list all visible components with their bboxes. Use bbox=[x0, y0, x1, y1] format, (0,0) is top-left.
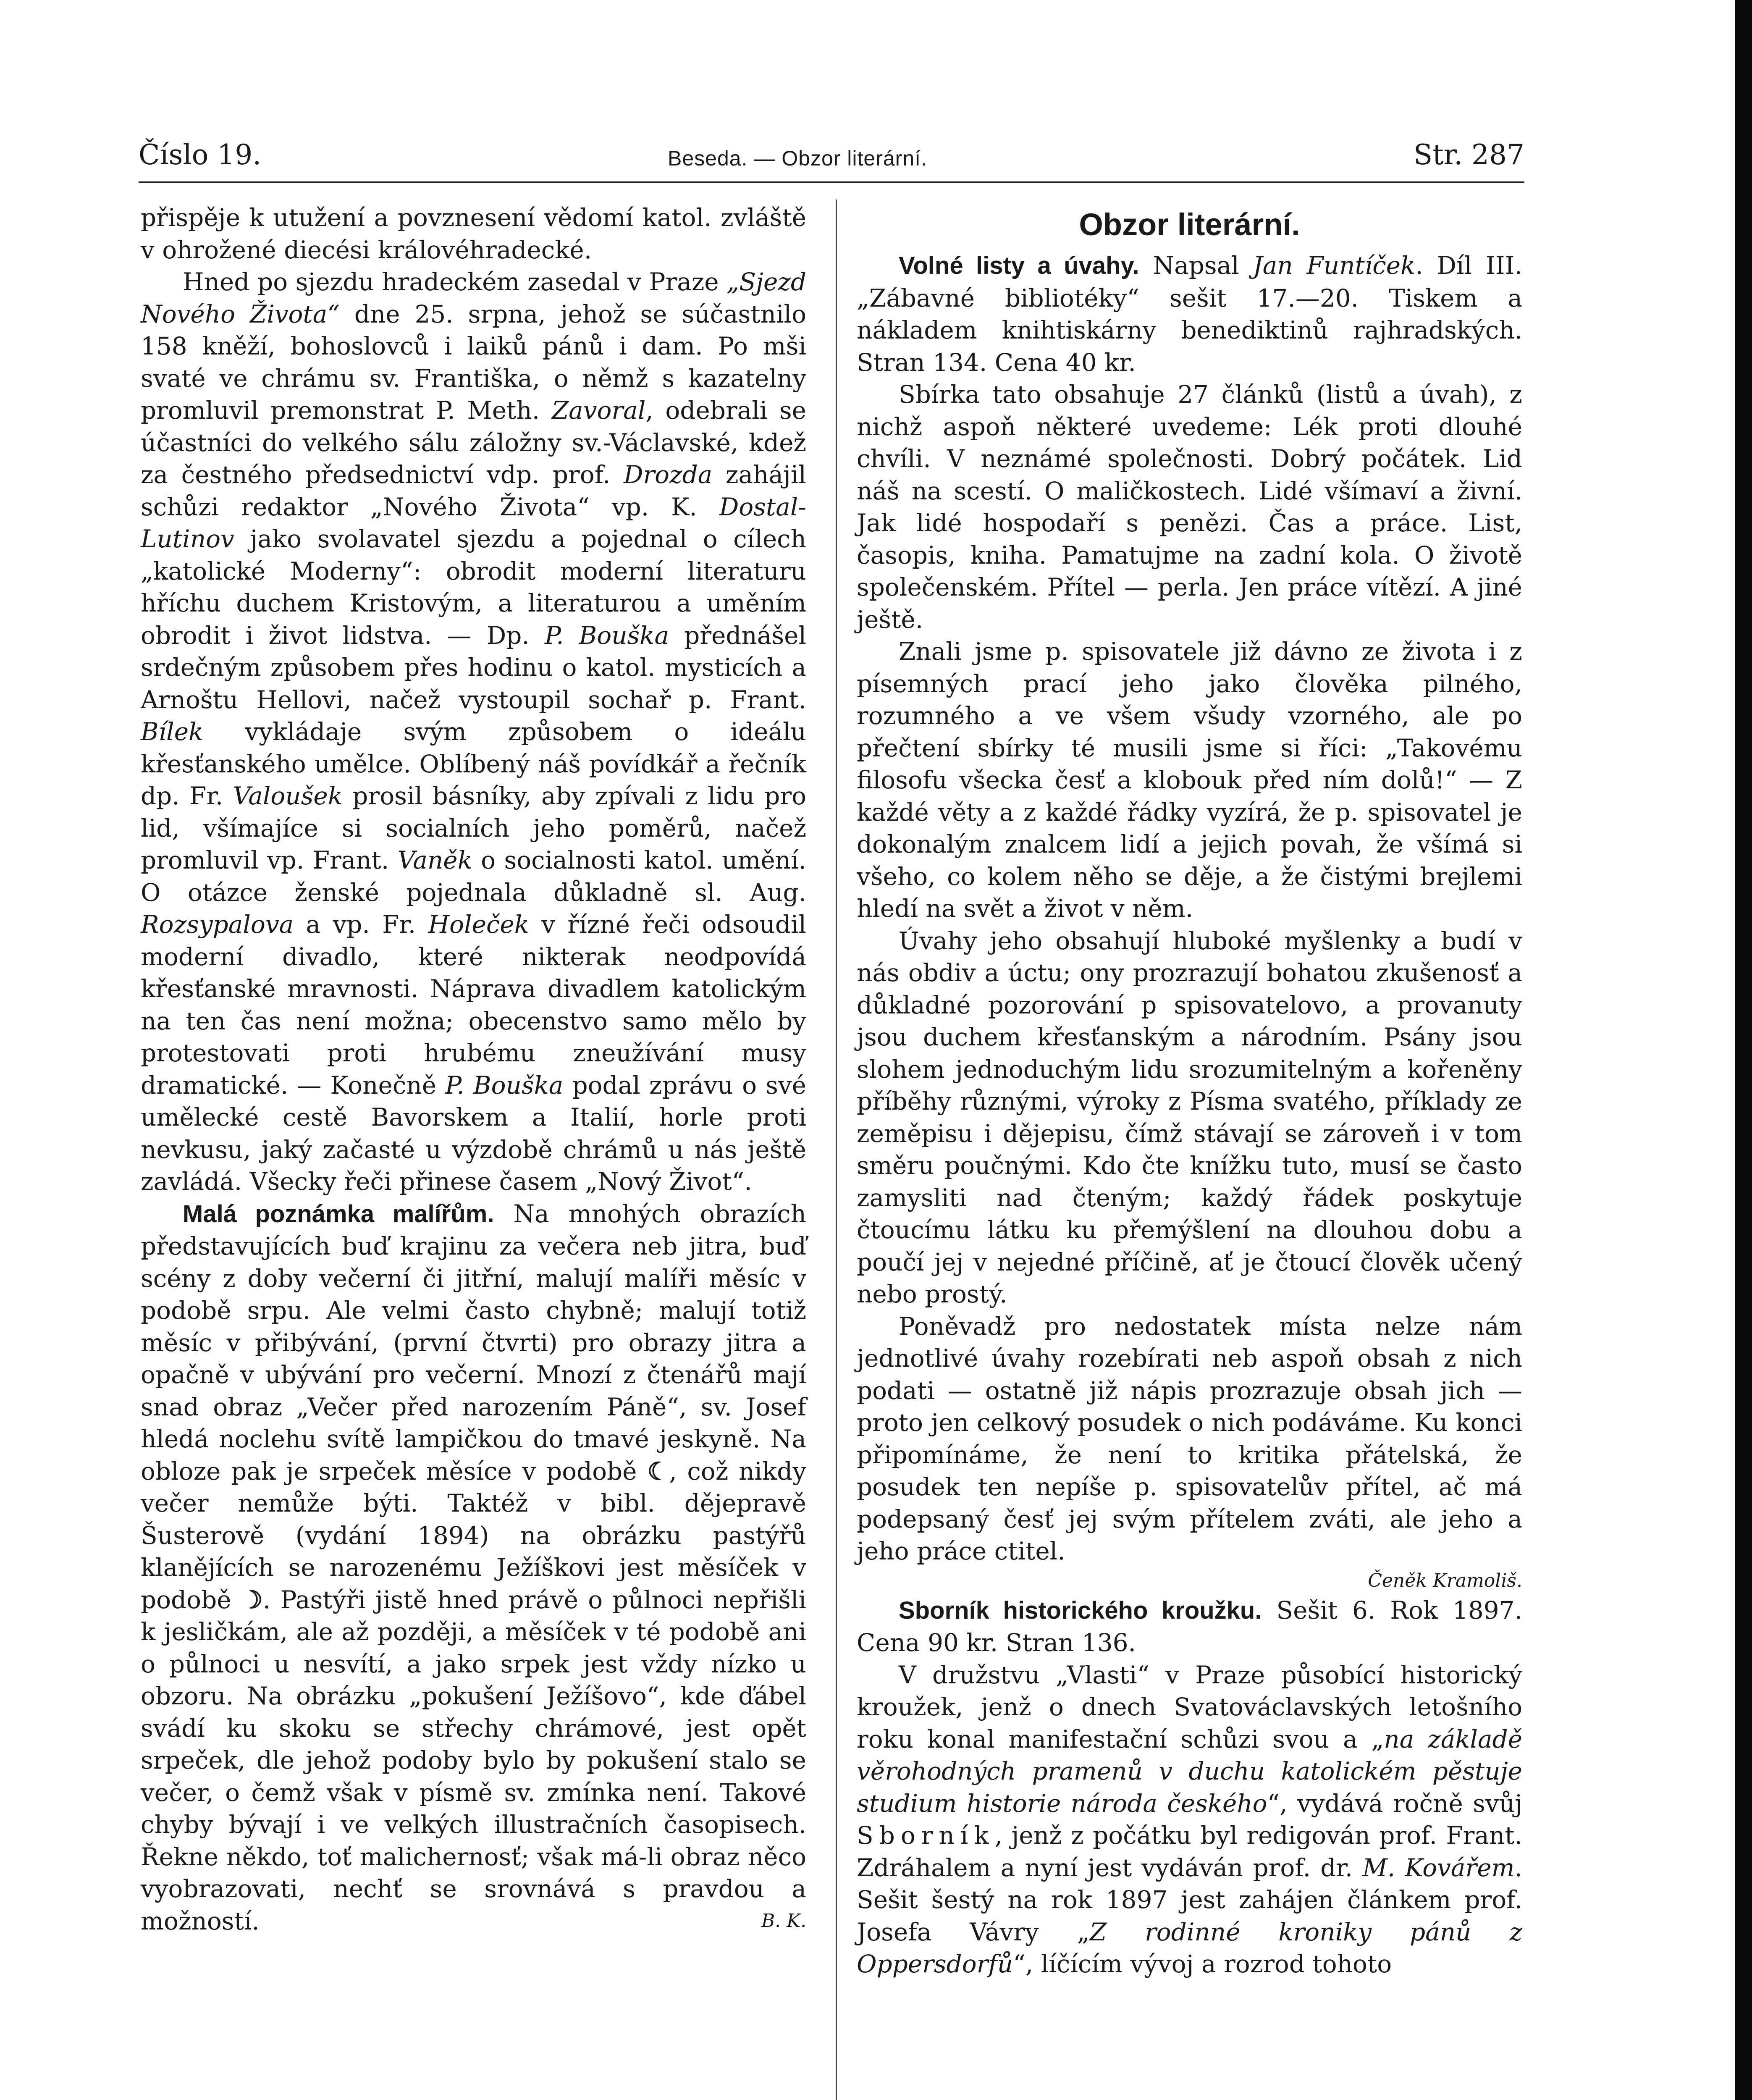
text-run-italic: M. Kovářem bbox=[1362, 1853, 1515, 1882]
text-run-italic: Z rodinné kroniky pánů z Oppersdorfů bbox=[857, 1917, 1523, 1978]
text-run-italic: Zavoral bbox=[551, 396, 646, 425]
text-run: , což nikdy večer nemůže býti. Taktéž v bibl. dějepravě Šusterově (vydání 1894) na obrázku pastýřů klanějících se narozenému Ježíškovi jest měsíček v podobě bbox=[141, 1457, 807, 1614]
text-run-italic: Vaněk bbox=[397, 846, 472, 874]
text-run: “, vydává ročně svůj bbox=[1267, 1789, 1522, 1818]
running-title: Beseda. — Obzor literární. bbox=[668, 147, 927, 170]
article-heading: Sborník historického kroužku. bbox=[899, 1596, 1262, 1624]
text-run: Hned po sjezdu hradeckém zasedal v Praze bbox=[183, 268, 727, 296]
scan-edge-bar bbox=[1735, 0, 1752, 2100]
text-run-italic: Dostal-Lutinov bbox=[141, 492, 806, 553]
text-run: , odebrali se účastníci do velkého sálu záložny sv.-Václavské, kdež za čestného předsednictví vdp. prof. bbox=[141, 396, 806, 489]
text-run-spaced: Sborník bbox=[857, 1821, 995, 1850]
page-number: Str. 287 bbox=[1414, 139, 1524, 171]
signature: B. K. bbox=[761, 1910, 806, 1932]
text-run: . Sešit šestý na rok 1897 jest zahájen článkem prof. Josefa Vávry „ bbox=[857, 1853, 1522, 1946]
text-run-italic: P. Bouška bbox=[445, 1071, 564, 1100]
paragraph: Poněvadž pro nedostatek místa nelze nám jednotlivé úvahy rozebírati neb aspoň obsah z nich podati — ostatně již nápis prozrazuje obsah jich — proto jen celkový posudek o nich podáváme. Ku konci připomínáme, že není to kritika přátelská, že posudek ten nepíše p. spisovatelův přítel, ač má podepsaný česť jej svým přítelem zváti, ale jeho a jeho práce ctitel. bbox=[857, 1312, 1522, 1565]
text-run: a vp. Fr. bbox=[294, 910, 428, 939]
paragraph: Úvahy jeho obsahují hluboké myšlenky a budí v nás obdiv a úctu; ony prozrazují bohatou zkušenosť a důkladné pozorování p spisovatelovo, a provanuty jsou duchem křesťanským a národním. Psány jsou slohem jednoduchým lidu srozumitelným a kořeněny příběhy různými, výroky z Písma svatého, příklady ze zeměpisu i dějepisu, čímž stávají se zároveň i v tom směru poučnými. Kdo čte knížku tuto, musí se často zamysliti nad čteným; každý řádek poskytuje čtoucímu látku ku přemýšlení na dlouhou dobu a poučí jej v nejedné příčině, ať je čtoucí člověk učený nebo prostý. bbox=[857, 926, 1522, 1308]
author-name: Jan Funtíček bbox=[1253, 251, 1416, 280]
paragraph-sjezd bbox=[141, 266, 806, 1198]
text-run: . Pastýři jistě hned právě o půlnoci nepřišli k jesličkám, ale až později, a měsíček v té podobě ani o půlnoci u nesvítí, a jako srpek jest vždy nízko u obzoru. Na obrázku „pokušení Ježíšovo“, kde ďábel svádí ku skoku se střechy chrámové, jest opět srpeček, dle jehož podoby bylo by pokušení stalo se večer, o čemž však v písmě sv. zmínka není. Takové chyby bývají i ve velkých illustračních časopisech. Řekne někdo, toť malichernosť; však má-li obraz něco vyobrazovati, nechť se srovnává s pravdou a možností. bbox=[141, 1585, 806, 1935]
text-run-italic: Valoušek bbox=[233, 782, 343, 810]
moon-crescent-symbol: ☽ bbox=[241, 1585, 263, 1614]
paragraph-continuation bbox=[141, 202, 806, 266]
article-heading: Volné listy a úvahy. bbox=[899, 252, 1139, 279]
text-run: dne 25. srpna, jehož se súčastnilo 158 kněží, bohoslovců i laiků pánů i dam. Po mši svaté ve chrámu sv. Františka, o němž s kazatelny promluvil premonstrat P. Meth. bbox=[141, 299, 806, 425]
text-run-italic: Drozda bbox=[623, 460, 713, 489]
page-header bbox=[139, 139, 1524, 185]
text-run-italic: Rozsypalova bbox=[141, 910, 294, 939]
paragraph-review-2-heading bbox=[857, 1594, 1522, 1659]
text-run: , jenž z počátku byl redigován prof. Frant. Zdráhalem a nyní jest vydáván prof. dr. bbox=[857, 1821, 1522, 1882]
paragraph: Znali jsme p. spisovatele již dávno ze života i z písemných prací jeho jako člověka pilného, rozumného a ve všem všudy vzorného, ale po přečtení sbírky té musili jsme si říci: „Takovému filosofu všecka česť a klobouk před ním dolů!“ — Z každé věty a z každé řádky vyzírá, že p. spisovatel je dokonalým znalcem lidí a jejich povah, že všímá si všeho, co kolem něho se děje, a že čistými brejlemi hledí na svět a život v něm. bbox=[857, 637, 1522, 923]
issue-number: Číslo 19. bbox=[139, 139, 262, 171]
text-run: o socialnosti katol. umění. O otázce ženské pojednala důkladně sl. Aug. bbox=[141, 846, 806, 907]
text-run: přispěje k utužení a povznesení vědomí katol. zvláště v ohrožené diecési královéhradecké. bbox=[141, 203, 806, 264]
paragraph-review-1-heading bbox=[857, 249, 1522, 378]
article-heading: Malá poznámka malířům. bbox=[183, 1200, 494, 1228]
text-run-italic: „Sjezd Nového Života“ bbox=[141, 268, 806, 328]
text-run-italic: P. Bouška bbox=[544, 621, 669, 650]
paragraph bbox=[857, 1659, 1522, 1980]
text-run: prosil básníky, aby zpívali z lidu pro lid, všímajíce si socialních jeho poměrů, načež promluvil vp. Frant. bbox=[141, 782, 807, 874]
text-run: . Díl III. „Zábavné bibliotéky“ sešit 17.—20. Tiskem a nákladem knihtiskárny benediktinů rajhradských. Stran 134. Cena 40 kr. bbox=[857, 251, 1522, 377]
text-run: V družstvu „Vlasti“ v Praze působící historický kroužek, jenž o dnech Svatováclavských letošního roku konal manifestační schůzi svou a „ bbox=[857, 1660, 1522, 1754]
paragraph: Sbírka tato obsahuje 27 článků (listů a úvah), z nichž aspoň některé uvedeme: Lék proti dlouhé chvíli. V neznámé společnosti. Dobrý počátek. Lid náš na scestí. O maličkostech. Lidé všímaví a živní. Jak lidé hospodaří s penězi. Čas a práce. List, časopis, kniha. Pamatujme na zadní kola. O životě společenském. Přítel — perla. Jen práce vítězí. A jiné ještě. bbox=[857, 380, 1522, 634]
text-run: podal zprávu o své umělecké cestě Bavorskem a Italií, horle proti nevkusu, jaký začasté u výzdobě chrámů u nás ještě zavládá. Všecky řeči přinese časem „Nový Život“. bbox=[141, 1071, 807, 1196]
right-column bbox=[857, 202, 1522, 1980]
text-run: přednášel srdečným způsobem přes hodinu o katol. mysticích a Arnoštu Hellovi, načež vystoupil sochař p. Frant. bbox=[141, 621, 806, 714]
text-run: jako svolavatel sjezdu a pojednal o cílech „katolické Moderny“: obrodit moderní literaturu hříchu duchem Kristovým, a literaturou a uměním obrodit i život lidstva. — Dp. bbox=[141, 525, 806, 650]
header-rule bbox=[139, 181, 1524, 183]
text-run: Na mnohých obrazích představujících buď krajinu za večera neb jitra, buď scény z doby večerní či jitřní, malují malíři měsíc v podobě srpu. Ale velmi často chybně; malují totiž měsíc v přibývání, (první čtvrti) pro obrazy jitra a opačně v ubývání pro večerní. Mnozí z čtenářů mají snad obraz „Večer před narozením Páně“, sv. Josef hledá noclehu svítě lampičkou do tmavé jeskyně. Na obloze pak je srpeček měsíce v podobě bbox=[141, 1199, 807, 1486]
text-run-italic: na základě věrohodných pramenů v duchu katolickém pěstuje studium historie národa českého bbox=[857, 1725, 1523, 1818]
text-run-italic: Bílek bbox=[141, 717, 204, 746]
signature: Čeněk Kramoliš. bbox=[1368, 1570, 1522, 1591]
column-divider bbox=[836, 200, 837, 2100]
text-run: vykládaje svým způsobem o ideálu křesťanského umělce. Oblíbený náš povídkář a řečník dp. Fr. bbox=[141, 717, 806, 810]
text-run: zahájil schůzi redaktor „Nového Života“ vp. K. bbox=[141, 460, 806, 521]
text-run: “, líčícím vývoj a rozrod tohoto bbox=[1013, 1950, 1392, 1978]
text-run: Sešit 6. Rok 1897. Cena 90 kr. Stran 136. bbox=[857, 1596, 1523, 1657]
section-title: Obzor literární. bbox=[1079, 207, 1300, 242]
text-run-italic: Holeček bbox=[428, 910, 529, 939]
paragraph-mala-poznamka bbox=[141, 1198, 806, 1937]
text-run: v řízné řeči odsoudil moderní divadlo, které nikterak neodpovídá křesťanské mravnosti. Náprava divadlem katolickým na ten čas není možna; obecenstvo samo mělo by protestovati proti hrubému zneužívání musy dramatické. — Konečně bbox=[141, 910, 806, 1100]
text-run: Napsal bbox=[1139, 251, 1253, 280]
left-column bbox=[141, 202, 806, 1937]
moon-crescent-symbol: ☾ bbox=[647, 1457, 669, 1486]
